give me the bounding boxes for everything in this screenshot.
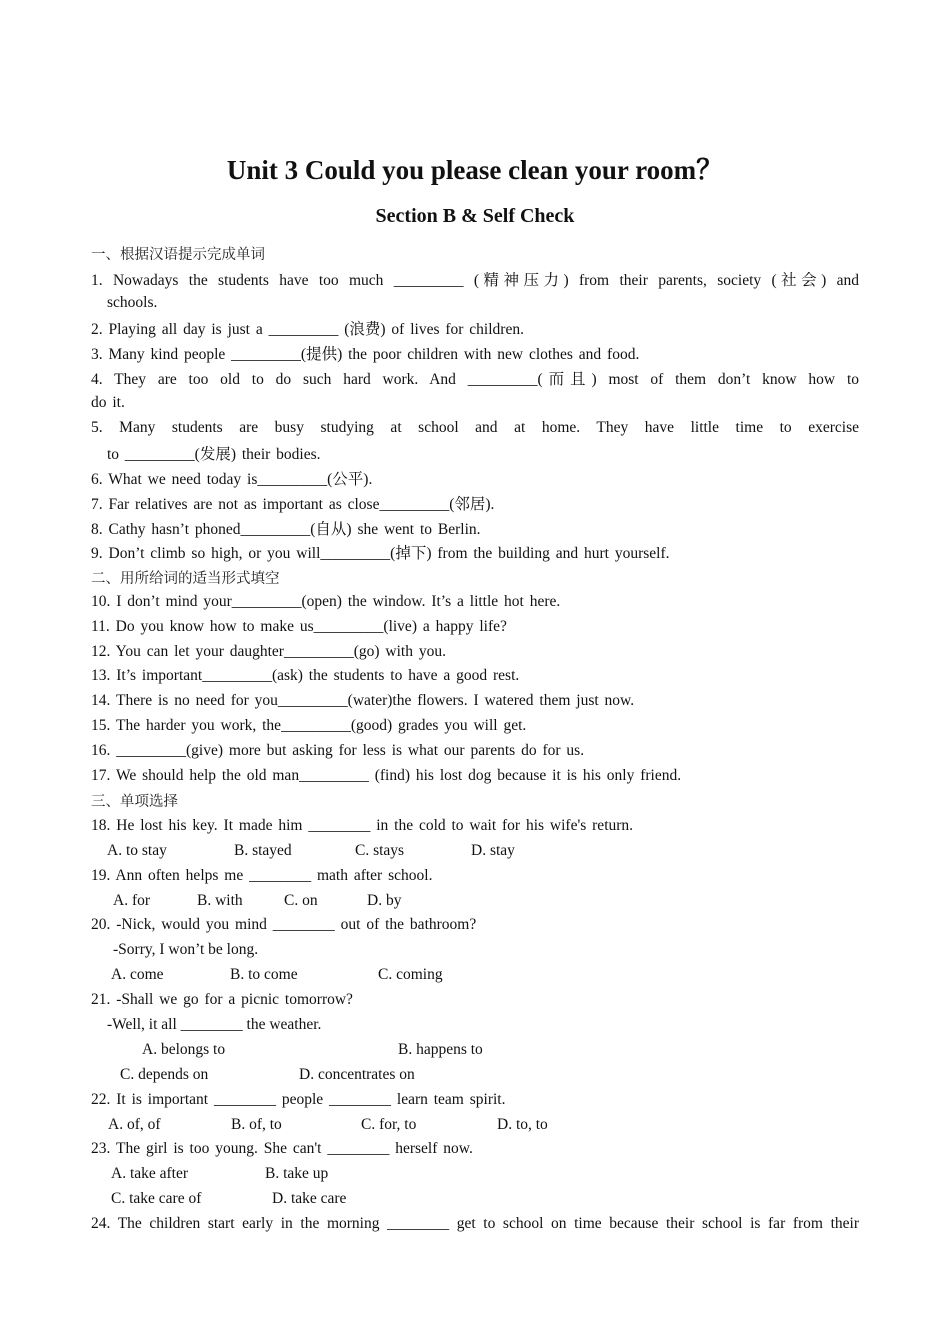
q19-option-a: A. for — [113, 892, 151, 909]
question-1: 1. Nowadays the students have too much _________ (精神压力) from their parents, society (社会) and — [91, 272, 859, 289]
q22-option-a: A. of, of — [108, 1116, 161, 1133]
question-19: 19. Ann often helps me ________ math after school. — [91, 867, 433, 884]
q23-option-c: C. take care of — [111, 1190, 202, 1207]
question-1-continued: schools. — [107, 294, 158, 311]
q19-option-c: C. on — [284, 892, 318, 909]
question-20: 20. -Nick, would you mind ________ out of the bathroom? — [91, 916, 477, 933]
question-8: 8. Cathy hasn’t phoned_________(自从) she went to Berlin. — [91, 521, 481, 538]
question-2: 2. Playing all day is just a _________ (浪费) of lives for children. — [91, 321, 524, 338]
q20-option-a: A. come — [111, 966, 164, 983]
question-3: 3. Many kind people _________(提供) the poor children with new clothes and food. — [91, 346, 640, 363]
question-17: 17. We should help the old man_________ (find) his lost dog because it is his only friend. — [91, 767, 682, 784]
q18-option-c: C. stays — [355, 842, 405, 859]
page-title: Unit 3 Could you please clean your room？ — [226, 155, 724, 185]
q23-option-d: D. take care — [272, 1190, 347, 1207]
question-15: 15. The harder you work, the_________(good) grades you will get. — [91, 717, 527, 734]
q19-option-d: D. by — [367, 892, 402, 909]
q18-option-a: A. to stay — [107, 842, 167, 859]
question-13: 13. It’s important_________(ask) the students to have a good rest. — [91, 667, 520, 684]
q20-reply: -Sorry, I won’t be long. — [113, 941, 259, 958]
section-heading-2: 二、用所给词的适当形式填空 — [91, 571, 280, 587]
question-10: 10. I don’t mind your_________(open) the window. It’s a little hot here. — [91, 593, 561, 610]
question-14: 14. There is no need for you_________(water)the flowers. I watered them just now. — [91, 692, 635, 709]
question-16: 16. _________(give) more but asking for less is what our parents do for us. — [91, 742, 585, 759]
question-4: 4. They are too old to do such hard work. And _________(而且) most of them don’t know how to — [91, 371, 859, 388]
q22-option-c: C. for, to — [361, 1116, 417, 1133]
q23-option-b: B. take up — [265, 1165, 329, 1182]
q18-option-d: D. stay — [471, 842, 515, 859]
q21-option-b: B. happens to — [398, 1041, 483, 1058]
section-heading-1: 一、根据汉语提示完成单词 — [91, 247, 265, 263]
question-18: 18. He lost his key. It made him ________ in the cold to wait for his wife's return. — [91, 817, 634, 834]
question-24: 24. The children start early in the morning ________ get to school on time because their school is far from their — [91, 1215, 859, 1232]
q20-option-b: B. to come — [230, 966, 298, 983]
q22-option-b: B. of, to — [231, 1116, 282, 1133]
q18-option-b: B. stayed — [234, 842, 292, 859]
question-7: 7. Far relatives are not as important as close_________(邻居). — [91, 496, 495, 513]
q21-option-d: D. concentrates on — [299, 1066, 415, 1083]
question-6: 6. What we need today is_________(公平). — [91, 471, 373, 488]
question-11: 11. Do you know how to make us_________(live) a happy life? — [91, 618, 507, 635]
question-12: 12. You can let your daughter_________(go) with you. — [91, 643, 446, 660]
question-5-continued: to _________(发展) their bodies. — [107, 446, 321, 463]
question-9: 9. Don’t climb so high, or you will_________(掉下) from the building and hurt yourself. — [91, 545, 670, 562]
q19-option-b: B. with — [197, 892, 243, 909]
question-22: 22. It is important ________ people ________ learn team spirit. — [91, 1091, 506, 1108]
q23-option-a: A. take after — [111, 1165, 189, 1182]
question-5: 5. Many students are busy studying at school and at home. They have little time to exercise — [91, 419, 859, 436]
question-21: 21. -Shall we go for a picnic tomorrow? — [91, 991, 353, 1008]
q22-option-d: D. to, to — [497, 1116, 548, 1133]
question-4-continued: do it. — [91, 394, 125, 411]
q21-option-a: A. belongs to — [142, 1041, 226, 1058]
question-23: 23. The girl is too young. She can't ________ herself now. — [91, 1140, 473, 1157]
q21-option-c: C. depends on — [120, 1066, 209, 1083]
section-heading-3: 三、单项选择 — [91, 794, 178, 810]
page-subtitle: Section B & Self Check — [375, 205, 575, 227]
q20-option-c: C. coming — [378, 966, 443, 983]
q21-reply: -Well, it all ________ the weather. — [107, 1016, 322, 1033]
